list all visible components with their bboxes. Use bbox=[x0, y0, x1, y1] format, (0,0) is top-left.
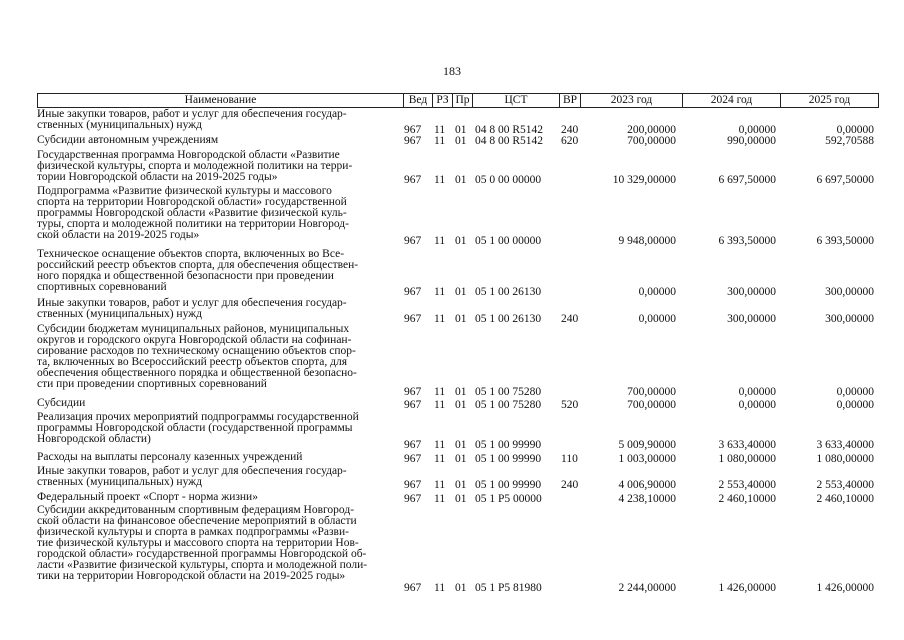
cell-cst: 05 1 00 99990 bbox=[475, 453, 542, 465]
cell-rz: 11 bbox=[434, 124, 446, 136]
cell-y2024: 0,00000 bbox=[738, 124, 776, 136]
cell-y2024: 3 633,40000 bbox=[718, 439, 776, 451]
cell-y2023: 10 329,00000 bbox=[612, 174, 676, 186]
table-row bbox=[0, 505, 904, 595]
cell-ved: 967 bbox=[404, 453, 422, 465]
row-name-line: Реализация прочих мероприятий подпрограммы государственной bbox=[37, 411, 359, 423]
cell-vr: 240 bbox=[561, 124, 579, 136]
cell-y2025: 3 633,40000 bbox=[816, 439, 874, 451]
cell-y2025: 592,70588 bbox=[825, 135, 874, 147]
row-name-line: округов и городского округа Новгородской области на софинан- bbox=[37, 334, 352, 346]
cell-vr: 240 bbox=[561, 313, 579, 325]
cell-pr: 01 bbox=[455, 582, 467, 594]
cell-y2023: 700,00000 bbox=[627, 386, 676, 398]
cell-ved: 967 bbox=[404, 439, 422, 451]
cell-rz: 11 bbox=[434, 399, 446, 411]
cell-ved: 967 bbox=[404, 479, 422, 491]
cell-cst: 05 1 00 26130 bbox=[475, 313, 542, 325]
cell-y2023: 9 948,00000 bbox=[618, 235, 676, 247]
row-name-line: Федеральный проект «Спорт - норма жизни» bbox=[37, 491, 258, 503]
cell-ved: 967 bbox=[404, 124, 422, 136]
cell-cst: 05 1 00 99990 bbox=[475, 439, 542, 451]
row-name-line: программы Новгородской области (государственной программы bbox=[37, 422, 353, 434]
row-name-line: та, включенных во Всероссийский реестр объектов спорта, для bbox=[37, 356, 348, 368]
header-ved: Вед bbox=[403, 93, 433, 108]
table-row bbox=[0, 412, 904, 452]
row-name-line: Подпрограмма «Развитие физической культуры и массового bbox=[37, 185, 332, 197]
row-name-line: ской области на финансовое обеспечение мероприятий в области bbox=[37, 515, 357, 527]
cell-rz: 11 bbox=[434, 453, 446, 465]
cell-y2024: 1 080,00000 bbox=[718, 453, 776, 465]
row-name bbox=[37, 452, 399, 463]
page-number: 183 bbox=[443, 64, 461, 78]
cell-y2023: 0,00000 bbox=[638, 286, 676, 298]
row-name-line: физической культуры, спорта и молодежной политики на терри- bbox=[37, 160, 353, 172]
row-name-line: Новгородской области) bbox=[37, 433, 151, 445]
cell-pr: 01 bbox=[455, 479, 467, 491]
cell-rz: 11 bbox=[434, 386, 446, 398]
table-row bbox=[0, 249, 904, 299]
cell-y2023: 0,00000 bbox=[638, 313, 676, 325]
header-vr: ВР bbox=[559, 93, 581, 108]
cell-pr: 01 bbox=[455, 453, 467, 465]
row-name-line: сти при проведении спортивных соревнований bbox=[37, 378, 267, 390]
row-name-line: ственных (муниципальных) нужд bbox=[37, 476, 202, 488]
row-name-line: физической культуры и спорта в рамках подпрограммы «Разви- bbox=[37, 526, 349, 538]
cell-y2023: 5 009,90000 bbox=[618, 439, 676, 451]
header-cst: ЦСТ bbox=[472, 93, 560, 108]
table-row bbox=[0, 466, 904, 492]
cell-vr: 110 bbox=[561, 453, 578, 465]
row-name-line: Иные закупки товаров, работ и услуг для обеспечения государ- bbox=[37, 108, 347, 120]
cell-pr: 01 bbox=[455, 399, 467, 411]
table-row bbox=[0, 186, 904, 248]
cell-y2024: 2 553,40000 bbox=[718, 479, 776, 491]
row-name bbox=[37, 466, 399, 488]
cell-cst: 05 1 P5 81980 bbox=[475, 582, 542, 594]
table-row bbox=[0, 135, 904, 148]
cell-pr: 01 bbox=[455, 124, 467, 136]
row-name-line: Субсидии bbox=[37, 397, 86, 409]
table-row bbox=[0, 398, 904, 412]
row-name-line: спорта на территории Новгородской области» государственной bbox=[37, 196, 347, 208]
cell-cst: 04 8 00 R5142 bbox=[475, 124, 544, 136]
table-row bbox=[0, 109, 904, 137]
cell-ved: 967 bbox=[404, 135, 422, 147]
row-name bbox=[37, 150, 399, 183]
cell-pr: 01 bbox=[455, 313, 467, 325]
table-row bbox=[0, 150, 904, 187]
cell-y2024: 990,00000 bbox=[727, 135, 776, 147]
table-row bbox=[0, 298, 904, 326]
cell-rz: 11 bbox=[434, 479, 446, 491]
row-name-line: Государственная программа Новгородской области «Развитие bbox=[37, 149, 340, 161]
row-name bbox=[37, 298, 399, 320]
header-rz: РЗ bbox=[432, 93, 453, 108]
cell-cst: 05 1 P5 00000 bbox=[475, 493, 542, 505]
cell-y2024: 1 426,00000 bbox=[718, 582, 776, 594]
cell-ved: 967 bbox=[404, 493, 422, 505]
cell-y2024: 300,00000 bbox=[727, 286, 776, 298]
row-name bbox=[37, 505, 399, 582]
row-name-line: Иные закупки товаров, работ и услуг для обеспечения государ- bbox=[37, 465, 347, 477]
cell-y2024: 6 393,50000 bbox=[718, 235, 776, 247]
cell-y2025: 1 080,00000 bbox=[816, 453, 874, 465]
header-name: Наименование bbox=[37, 93, 404, 108]
cell-y2025: 0,00000 bbox=[836, 386, 874, 398]
cell-pr: 01 bbox=[455, 439, 467, 451]
cell-y2025: 2 460,10000 bbox=[816, 493, 874, 505]
cell-rz: 11 bbox=[434, 286, 446, 298]
cell-ved: 967 bbox=[404, 386, 422, 398]
cell-y2024: 0,00000 bbox=[738, 399, 776, 411]
cell-cst: 05 0 00 00000 bbox=[475, 174, 542, 186]
header-2025: 2025 год bbox=[780, 93, 879, 108]
cell-rz: 11 bbox=[434, 439, 446, 451]
cell-rz: 11 bbox=[434, 135, 446, 147]
row-name-line: Расходы на выплаты персоналу казенных учреждений bbox=[37, 451, 303, 463]
row-name-line: городской области» государственной программы Новгородской об- bbox=[37, 548, 367, 560]
cell-ved: 967 bbox=[404, 286, 422, 298]
cell-pr: 01 bbox=[455, 386, 467, 398]
cell-cst: 05 1 00 99990 bbox=[475, 479, 542, 491]
header-pr: Пр bbox=[452, 93, 473, 108]
row-name bbox=[37, 412, 399, 445]
row-name-line: российский реестр объектов спорта, для обеспечения обществен- bbox=[37, 259, 359, 271]
cell-y2023: 4 238,10000 bbox=[618, 493, 676, 505]
cell-y2023: 700,00000 bbox=[627, 399, 676, 411]
row-name-line: ного порядка и общественной безопасности при проведении bbox=[37, 270, 334, 282]
row-name-line: Иные закупки товаров, работ и услуг для обеспечения государ- bbox=[37, 297, 347, 309]
cell-y2025: 0,00000 bbox=[836, 399, 874, 411]
cell-ved: 967 bbox=[404, 174, 422, 186]
row-name-line: ственных (муниципальных) нужд bbox=[37, 119, 202, 131]
cell-vr: 240 bbox=[561, 479, 579, 491]
cell-cst: 05 1 00 26130 bbox=[475, 286, 542, 298]
row-name bbox=[37, 324, 399, 390]
cell-y2025: 1 426,00000 bbox=[816, 582, 874, 594]
cell-pr: 01 bbox=[455, 135, 467, 147]
row-name bbox=[37, 398, 399, 409]
header-2023: 2023 год bbox=[580, 93, 683, 108]
cell-y2023: 1 003,00000 bbox=[618, 453, 676, 465]
cell-rz: 11 bbox=[434, 174, 446, 186]
cell-vr: 620 bbox=[561, 135, 579, 147]
row-name-line: Субсидии аккредитованным спортивным федерациям Новгород- bbox=[37, 504, 355, 516]
row-name-line: обеспечения общественного порядка и общественной безопасно- bbox=[37, 367, 357, 379]
cell-y2023: 2 244,00000 bbox=[618, 582, 676, 594]
cell-y2025: 300,00000 bbox=[825, 313, 874, 325]
cell-pr: 01 bbox=[455, 493, 467, 505]
header-2024: 2024 год bbox=[682, 93, 781, 108]
cell-y2024: 0,00000 bbox=[738, 386, 776, 398]
cell-rz: 11 bbox=[434, 313, 446, 325]
cell-cst: 04 8 00 R5142 bbox=[475, 135, 544, 147]
row-name bbox=[37, 109, 399, 131]
row-name-line: Техническое оснащение объектов спорта, включенных во Все- bbox=[37, 248, 345, 260]
row-name-line: тики на территории Новгородской области на 2019-2025 годы» bbox=[37, 570, 346, 582]
cell-pr: 01 bbox=[455, 235, 467, 247]
cell-rz: 11 bbox=[434, 582, 446, 594]
cell-rz: 11 bbox=[434, 235, 446, 247]
cell-y2025: 6 697,50000 bbox=[816, 174, 874, 186]
cell-y2023: 200,00000 bbox=[627, 124, 676, 136]
row-name-line: ласти «Развитие физической культуры, спорта и молодежной поли- bbox=[37, 559, 368, 571]
cell-cst: 05 1 00 75280 bbox=[475, 399, 542, 411]
cell-pr: 01 bbox=[455, 174, 467, 186]
row-name-line: Субсидии автономным учреждениям bbox=[37, 134, 219, 146]
cell-y2024: 300,00000 bbox=[727, 313, 776, 325]
table-row bbox=[0, 324, 904, 399]
cell-y2025: 2 553,40000 bbox=[816, 479, 874, 491]
cell-y2023: 4 006,90000 bbox=[618, 479, 676, 491]
cell-ved: 967 bbox=[404, 399, 422, 411]
cell-ved: 967 bbox=[404, 235, 422, 247]
cell-rz: 11 bbox=[434, 493, 446, 505]
cell-pr: 01 bbox=[455, 286, 467, 298]
cell-ved: 967 bbox=[404, 313, 422, 325]
row-name-line: тории Новгородской области на 2019-2025 годы» bbox=[37, 171, 278, 183]
cell-y2025: 6 393,50000 bbox=[816, 235, 874, 247]
row-name bbox=[37, 135, 399, 146]
cell-y2023: 700,00000 bbox=[627, 135, 676, 147]
cell-y2025: 0,00000 bbox=[836, 124, 874, 136]
cell-vr: 520 bbox=[561, 399, 579, 411]
row-name bbox=[37, 492, 399, 503]
row-name-line: Субсидии бюджетам муниципальных районов, муниципальных bbox=[37, 323, 350, 335]
row-name-line: тие физической культуры и массового спорта на территории Нов- bbox=[37, 537, 359, 549]
row-name-line: туры, спорта и молодежной политики на территории Новгород- bbox=[37, 218, 349, 230]
row-name-line: программы Новгородской области «Развитие физической куль- bbox=[37, 207, 347, 219]
cell-y2024: 6 697,50000 bbox=[718, 174, 776, 186]
row-name-line: сирование расходов по техническому оснащению объектов спор- bbox=[37, 345, 356, 357]
cell-y2024: 2 460,10000 bbox=[718, 493, 776, 505]
cell-cst: 05 1 00 75280 bbox=[475, 386, 542, 398]
table-row bbox=[0, 452, 904, 466]
cell-ved: 967 bbox=[404, 582, 422, 594]
row-name-line: ской области на 2019-2025 годы» bbox=[37, 229, 200, 241]
cell-y2025: 300,00000 bbox=[825, 286, 874, 298]
row-name bbox=[37, 186, 399, 241]
cell-cst: 05 1 00 00000 bbox=[475, 235, 542, 247]
row-name-line: спортивных соревнований bbox=[37, 281, 167, 293]
row-name bbox=[37, 249, 399, 293]
row-name-line: ственных (муниципальных) нужд bbox=[37, 308, 202, 320]
